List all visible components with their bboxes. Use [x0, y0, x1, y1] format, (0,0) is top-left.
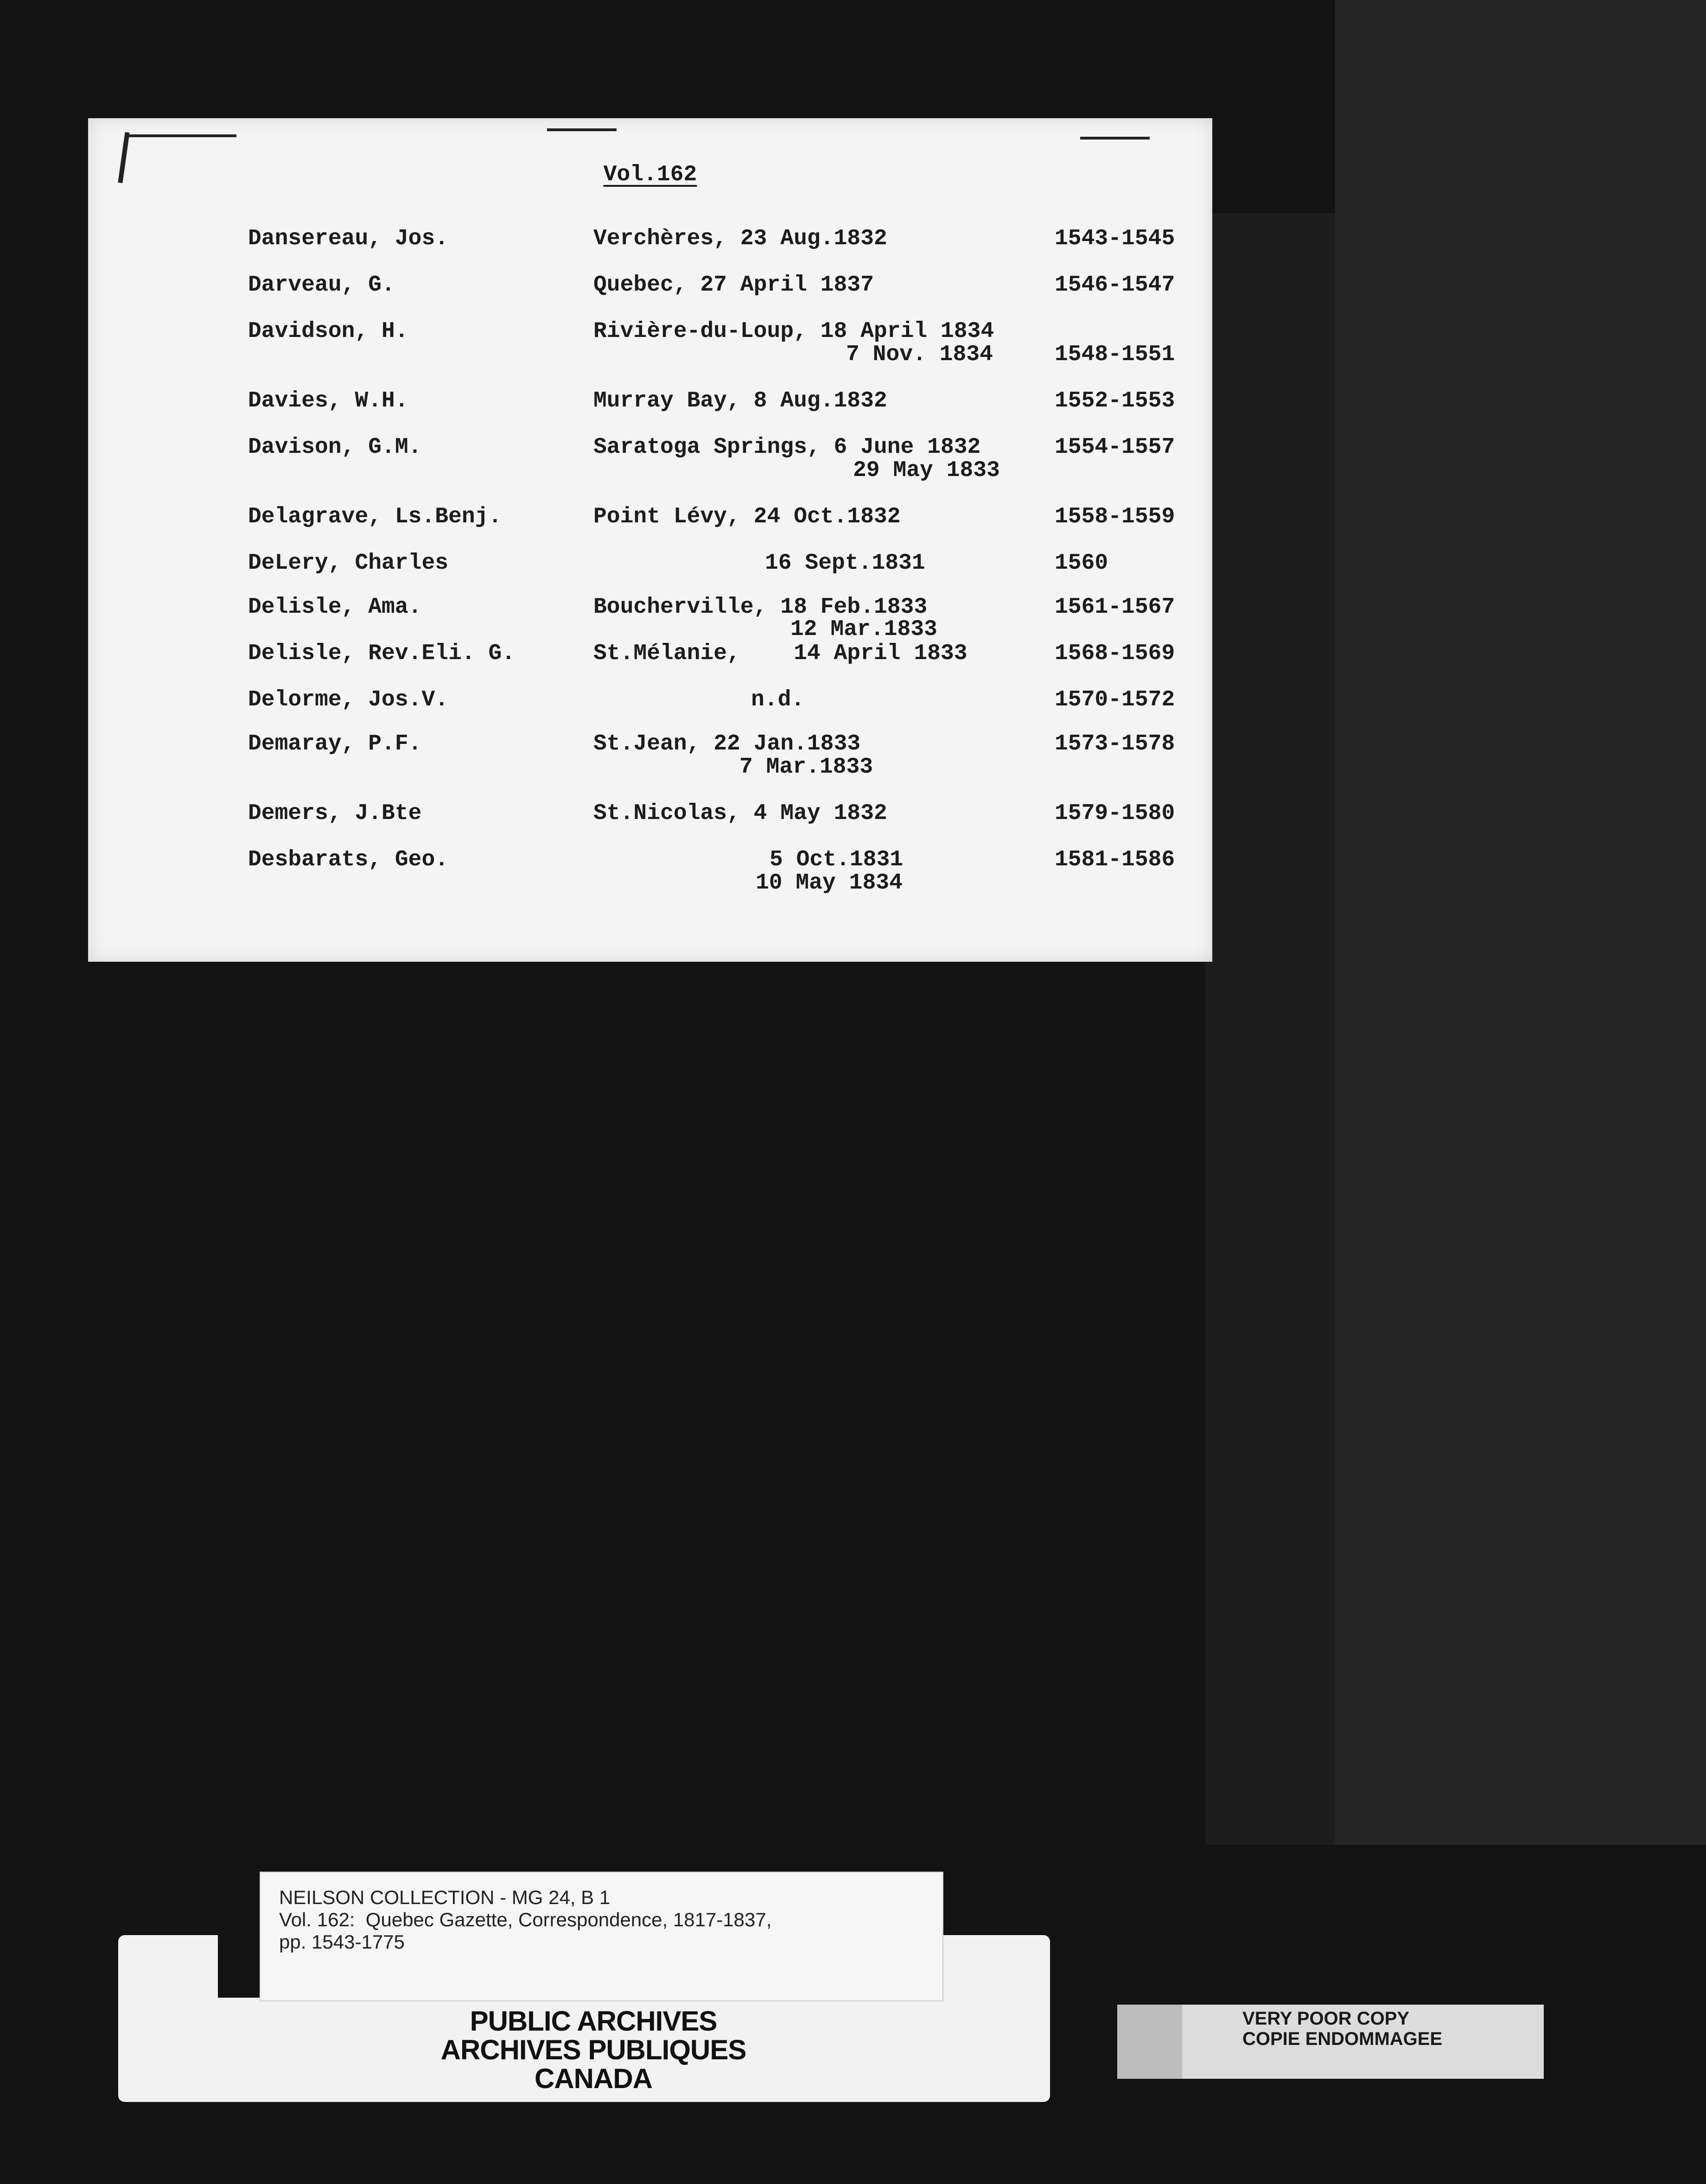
entry-name: DeLery, Charles	[248, 551, 449, 576]
entry-place-date: Saratoga Springs, 6 June 1832	[593, 435, 981, 460]
entry-name: Desbarats, Geo.	[248, 847, 449, 872]
entry-pages: 1554-1557	[1055, 435, 1175, 460]
condition-label-line: VERY POOR COPY	[1242, 2008, 1410, 2029]
entry-pages: 1558-1559	[1055, 504, 1175, 529]
entry-name: Davidson, H.	[248, 319, 408, 344]
film-edge-shadow	[1205, 213, 1335, 1845]
condition-label-line: COPIE ENDOMMAGEE	[1242, 2029, 1443, 2049]
entry-name: Delagrave, Ls.Benj.	[248, 504, 502, 529]
entry-place-date: Boucherville, 18 Feb.1833	[593, 595, 928, 620]
entry-place-date: Point Lévy, 24 Oct.1832	[593, 504, 901, 529]
entry-place-date: n.d.	[751, 687, 805, 712]
collection-label	[260, 1872, 943, 2001]
entry-place-date: Quebec, 27 April 1837	[593, 273, 874, 298]
entry-place-date: 16 Sept.1831	[765, 551, 925, 576]
entry-place-date: Verchères, 23 Aug.1832	[593, 226, 887, 251]
entry-name: Darveau, G.	[248, 273, 395, 298]
entry-place-date: St.Mélanie, 14 April 1833	[593, 641, 968, 666]
entry-pages: 1568-1569	[1055, 641, 1175, 666]
entry-name: Delisle, Rev.Eli. G.	[248, 641, 516, 666]
entry-pages: 1573-1578	[1055, 731, 1175, 756]
entry-name: Demers, J.Bte	[248, 801, 422, 826]
entry-second-date: 7 Mar.1833	[739, 755, 873, 780]
entry-pages: 1570-1572	[1055, 687, 1175, 712]
entry-second-date: 7 Nov. 1834	[846, 342, 993, 367]
entry-pages: 1560	[1055, 551, 1108, 576]
entry-pages: 1581-1586	[1055, 847, 1175, 872]
stamp-line: ARCHIVES PUBLIQUES	[440, 2034, 746, 2065]
entry-name: Demaray, P.F.	[248, 731, 422, 756]
top-mark-center	[547, 128, 617, 131]
entry-pages: 1552-1553	[1055, 388, 1175, 413]
public-archives-stamp	[334, 2007, 853, 2093]
entry-place-date: Murray Bay, 8 Aug.1832	[593, 388, 887, 413]
entry-second-date: 10 May 1834	[756, 870, 903, 895]
entry-place-date: Rivière-du-Loup, 18 April 1834	[593, 319, 994, 344]
entry-pages: 1546-1547	[1055, 273, 1175, 298]
stamp-line: PUBLIC ARCHIVES	[470, 2006, 717, 2037]
entry-name: Davison, G.M.	[248, 435, 422, 460]
top-mark-right	[1080, 137, 1150, 140]
condition-label-tab	[1117, 2005, 1182, 2079]
entry-pages: 1561-1567	[1055, 595, 1175, 620]
film-edge-band	[1335, 0, 1706, 1845]
entry-name: Delisle, Ama.	[248, 595, 422, 620]
entry-second-date: 29 May 1833	[853, 458, 1000, 483]
entry-place-date: St.Jean, 22 Jan.1833	[593, 731, 861, 756]
collection-label-line: Vol. 162: Quebec Gazette, Correspondence, 1817-1837,	[279, 1909, 772, 1930]
entry-name: Davies, W.H.	[248, 388, 408, 413]
top-mark-left	[127, 134, 236, 137]
collection-label-line: NEILSON COLLECTION - MG 24, B 1	[279, 1886, 611, 1908]
stamp-line: CANADA	[535, 2063, 652, 2094]
index-card	[88, 118, 1212, 962]
entry-name: Delorme, Jos.V.	[248, 687, 449, 712]
entry-second-date: 12 Mar.1833	[790, 617, 937, 642]
entry-pages: 1579-1580	[1055, 801, 1175, 826]
volume-heading: Vol.162	[603, 162, 697, 187]
entry-pages: 1548-1551	[1055, 342, 1175, 367]
entry-place-date: 5 Oct.1831	[770, 847, 904, 872]
entry-pages: 1543-1545	[1055, 226, 1175, 251]
collection-label-line: pp. 1543-1775	[279, 1931, 405, 1953]
entry-place-date: St.Nicolas, 4 May 1832	[593, 801, 887, 826]
entry-name: Dansereau, Jos.	[248, 226, 449, 251]
